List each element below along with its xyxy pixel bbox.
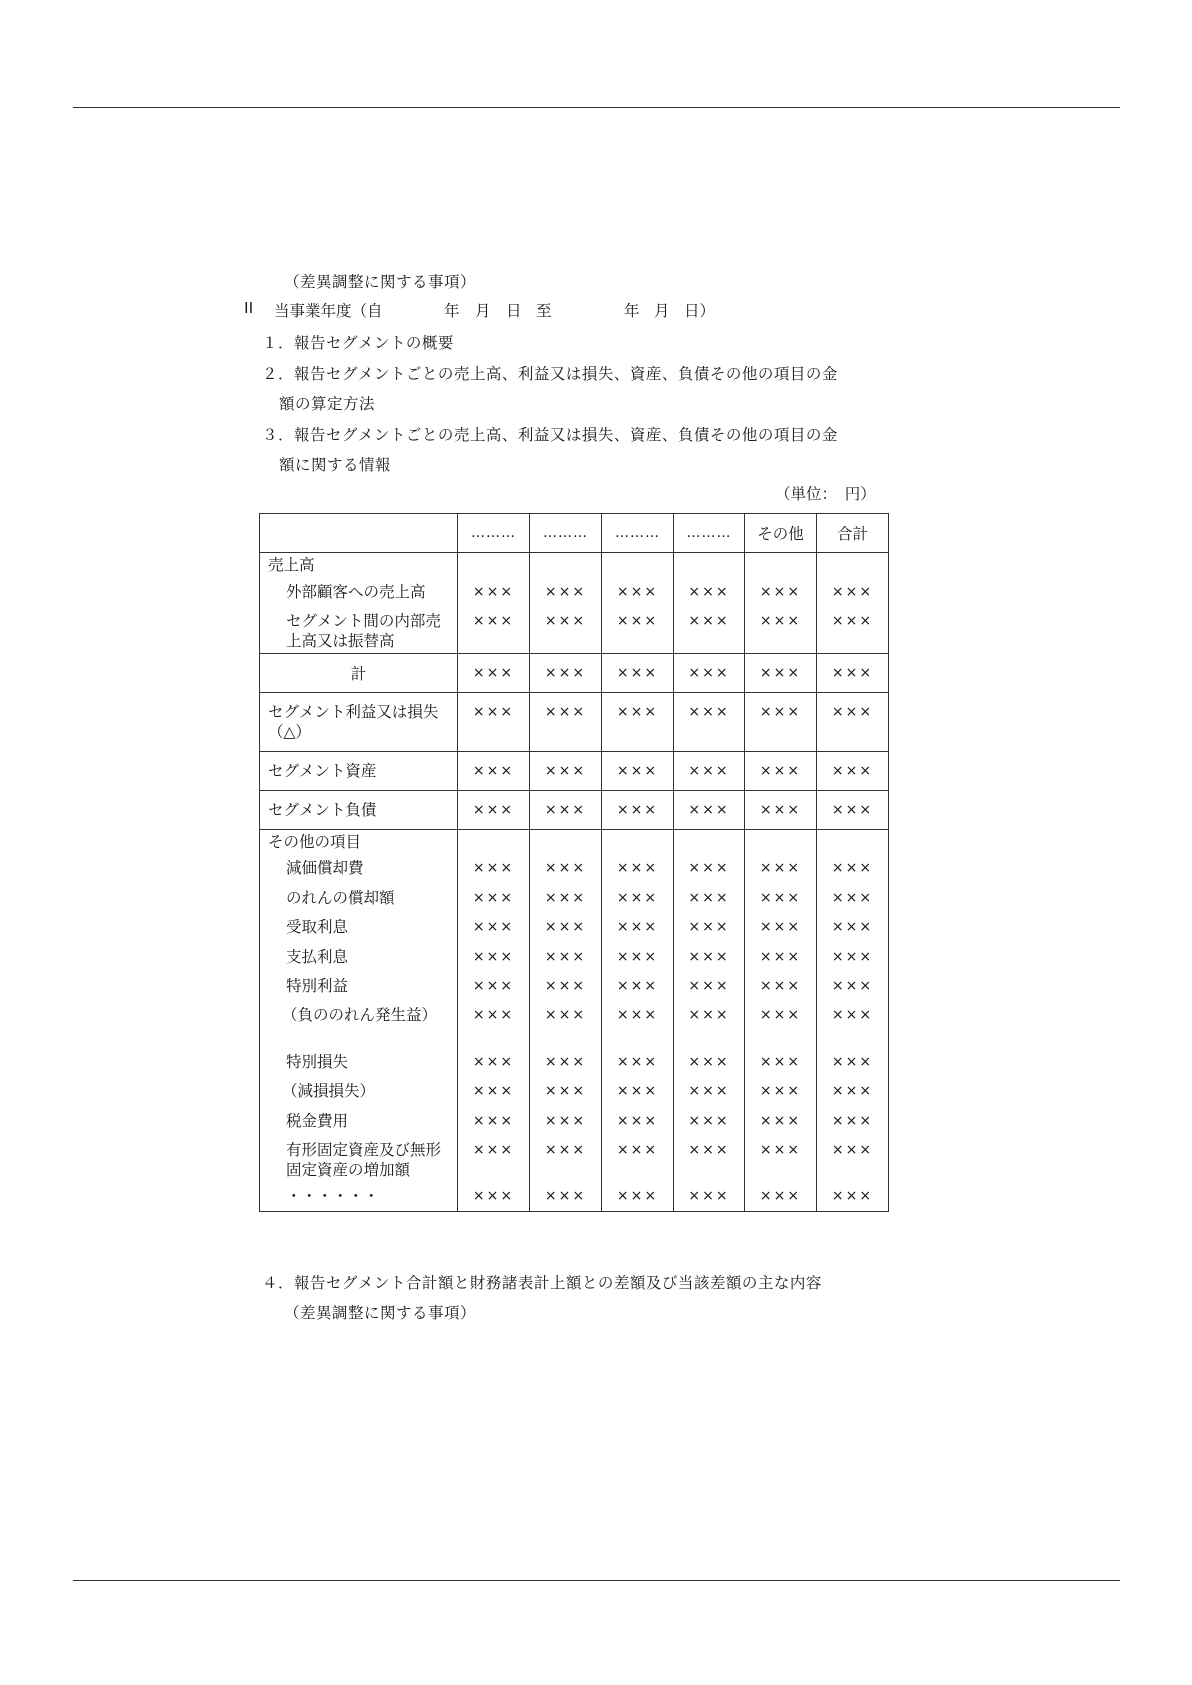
other-item-label: （減損損失） [282, 1082, 376, 1101]
other-value: ××× [759, 919, 802, 936]
liabilities-value: ××× [674, 790, 745, 829]
sales-col-total [817, 553, 889, 654]
other-value: ××× [616, 1053, 659, 1070]
sales-internal-value: ××× [616, 612, 659, 629]
sales-external-value: ××× [831, 583, 874, 600]
other-value: ××× [616, 1083, 659, 1100]
from-month: 月 [475, 302, 491, 320]
liabilities-label: セグメント負債 [268, 800, 377, 819]
item-3: ３．報告セグメントごとの売上高、利益又は損失、資産、負債その他の項目の金 [262, 426, 838, 444]
other-value: ××× [688, 860, 730, 877]
other-value: ××× [831, 1188, 874, 1205]
other-value: ××× [544, 1083, 587, 1100]
table-row-sales [260, 553, 889, 654]
to-day: 日） [684, 302, 716, 320]
other-value: ××× [688, 1053, 730, 1070]
item-2: ２．報告セグメントごとの売上高、利益又は損失、資産、負債その他の項目の金 [262, 365, 838, 383]
col-header-total: 合計 [817, 514, 889, 553]
col-header-segment-2: ……… [530, 514, 602, 553]
sales-external-value: ××× [616, 583, 659, 600]
other-item-label: のれんの償却額 [286, 888, 395, 907]
sales-internal-value: ××× [544, 612, 587, 629]
other-value: ××× [544, 919, 587, 936]
col-header-segment-4: ……… [674, 514, 745, 553]
other-value: ××× [759, 1112, 802, 1129]
section-title: 当事業年度（自 [274, 302, 383, 320]
other-value: ××× [688, 978, 730, 995]
other-item-label: 支払利息 [286, 947, 349, 966]
other-col-2 [530, 829, 602, 1212]
liabilities-value: ××× [602, 790, 674, 829]
other-value: ××× [472, 978, 515, 995]
other-value: ××× [688, 948, 730, 965]
liabilities-value: ××× [530, 790, 602, 829]
to-month: 月 [654, 302, 670, 320]
other-value: ××× [831, 1053, 874, 1070]
other-value: ××× [688, 1112, 730, 1129]
other-value: ××× [616, 948, 659, 965]
other-value: ××× [616, 1112, 659, 1129]
table-row-profit [260, 692, 889, 751]
liabilities-value: ××× [817, 790, 889, 829]
assets-value: ××× [674, 751, 745, 790]
other-value: ××× [831, 1112, 874, 1129]
other-value: ××× [544, 860, 587, 877]
item-3-cont: 額に関する情報 [279, 456, 392, 474]
liabilities-value: ××× [745, 790, 817, 829]
other-item-label: 受取利息 [286, 918, 349, 937]
col-header-segment-1: ……… [458, 514, 530, 553]
section-numeral: II [244, 299, 254, 317]
other-value: ××× [544, 948, 587, 965]
other-value: ××× [544, 1141, 587, 1158]
other-value: ××× [472, 1007, 515, 1023]
other-value: ××× [472, 889, 515, 906]
other-value: ××× [544, 1188, 587, 1205]
other-item-label: 減価償却費 [286, 859, 364, 878]
other-col-4 [674, 829, 745, 1212]
other-value: ××× [688, 1083, 730, 1100]
other-item-label: 有形固定資産及び無形固定資産の増加額 [286, 1140, 442, 1179]
other-value: ××× [472, 1083, 515, 1100]
total-value: ××× [745, 653, 817, 692]
sales-col-2 [530, 553, 602, 654]
assets-value: ××× [602, 751, 674, 790]
assets-value: ××× [745, 751, 817, 790]
sales-col-1 [458, 553, 530, 654]
table-row-assets [260, 751, 889, 790]
other-item-label: 特別利益 [286, 977, 349, 996]
from-year: 年 [444, 302, 460, 320]
sales-internal-label: セグメント間の内部売上高又は振替高 [286, 611, 441, 650]
other-value: ××× [759, 948, 802, 965]
bottom-rule [73, 1580, 1120, 1581]
other-col-total [817, 829, 889, 1212]
other-value: ××× [472, 948, 515, 965]
sales-external-value: ××× [472, 583, 515, 600]
other-value: ××× [831, 978, 874, 995]
liabilities-label-cell [260, 790, 458, 829]
col-header-other: その他 [745, 514, 817, 553]
profit-label: セグメント利益又は損失（△） [268, 702, 439, 741]
assets-label-cell [260, 751, 458, 790]
assets-value: ××× [817, 751, 889, 790]
sales-external-value: ××× [759, 583, 802, 600]
other-value: ××× [544, 1112, 587, 1129]
to-year: 年 [624, 302, 640, 320]
item-4: ４．報告セグメント合計額と財務諸表計上額との差額及び当該差額の主な内容 [262, 1274, 822, 1292]
other-title: その他の項目 [268, 832, 362, 851]
other-value: ××× [472, 860, 515, 877]
other-value: ××× [831, 1007, 874, 1023]
other-value: ××× [759, 978, 802, 995]
total-value: ××× [530, 653, 602, 692]
sales-title: 売上高 [268, 556, 315, 574]
other-value: ××× [472, 1141, 515, 1158]
other-value: ××× [472, 1053, 515, 1070]
other-value: ××× [688, 919, 730, 936]
other-value: ××× [688, 1007, 730, 1023]
item-2-cont: 額の算定方法 [279, 395, 376, 413]
table-row-total [260, 653, 889, 692]
other-value: ××× [544, 1053, 587, 1070]
assets-value: ××× [458, 751, 530, 790]
other-item-label: ・・・・・・ [286, 1187, 380, 1206]
total-value: ××× [602, 653, 674, 692]
sales-external-value: ××× [688, 583, 730, 600]
other-col-1 [458, 829, 530, 1212]
other-col-3 [602, 829, 674, 1212]
table-row-liabilities [260, 790, 889, 829]
profit-value: ××× [674, 692, 745, 751]
other-value: ××× [831, 860, 874, 877]
sales-col-other [745, 553, 817, 654]
reconciliation-note-top: （差異調整に関する事項） [284, 273, 477, 291]
profit-label-cell [260, 692, 458, 751]
other-value: ××× [759, 1083, 802, 1100]
total-value: ××× [817, 653, 889, 692]
other-value: ××× [544, 1007, 587, 1023]
from-day: 日 [506, 302, 522, 320]
other-value: ××× [616, 919, 659, 936]
other-label-cell [260, 829, 458, 1212]
header-blank [260, 514, 458, 553]
sales-col-4 [674, 553, 745, 654]
other-value: ××× [616, 1141, 659, 1158]
sales-internal-value: ××× [759, 612, 802, 629]
other-item-label: 特別損失 [286, 1052, 349, 1071]
other-value: ××× [544, 889, 587, 906]
other-col-other [745, 829, 817, 1212]
other-item-label: 税金費用 [286, 1111, 349, 1130]
sales-internal-value: ××× [831, 612, 874, 629]
liabilities-value: ××× [458, 790, 530, 829]
other-value: ××× [831, 948, 874, 965]
profit-value: ××× [530, 692, 602, 751]
top-rule [73, 107, 1120, 108]
other-value: ××× [544, 978, 587, 995]
profit-value: ××× [745, 692, 817, 751]
segment-table [259, 513, 889, 1212]
sales-external-label: 外部顧客への売上高 [286, 582, 426, 601]
to-label: 至 [536, 302, 552, 320]
other-value: ××× [831, 889, 874, 906]
col-header-segment-3: ……… [602, 514, 674, 553]
table-header-row [260, 514, 889, 553]
other-value: ××× [472, 1188, 515, 1205]
other-value: ××× [688, 1188, 730, 1205]
profit-value: ××× [817, 692, 889, 751]
other-value: ××× [616, 860, 659, 877]
other-value: ××× [759, 860, 802, 877]
other-value: ××× [831, 919, 874, 936]
sales-external-value: ××× [544, 583, 587, 600]
other-value: ××× [688, 889, 730, 906]
other-value: ××× [759, 1188, 802, 1205]
other-item-label: （負ののれん発生益） [282, 1006, 438, 1024]
other-value: ××× [759, 1053, 802, 1070]
other-value: ××× [472, 919, 515, 936]
other-value: ××× [688, 1141, 730, 1158]
total-value: ××× [458, 653, 530, 692]
reconciliation-note-bottom: （差異調整に関する事項） [284, 1304, 477, 1322]
item-1: １．報告セグメントの概要 [262, 334, 454, 352]
total-label: 計 [260, 653, 458, 692]
other-value: ××× [616, 889, 659, 906]
other-value: ××× [759, 1007, 802, 1023]
sales-col-3 [602, 553, 674, 654]
assets-value: ××× [530, 751, 602, 790]
other-value: ××× [616, 978, 659, 995]
other-value: ××× [472, 1112, 515, 1129]
table-row-other-items [260, 829, 889, 1212]
profit-value: ××× [602, 692, 674, 751]
sales-label-cell [260, 553, 458, 654]
unit-label: （単位： 円） [775, 485, 876, 503]
other-value: ××× [831, 1083, 874, 1100]
sales-internal-value: ××× [472, 612, 515, 629]
total-value: ××× [674, 653, 745, 692]
other-value: ××× [759, 889, 802, 906]
other-value: ××× [616, 1188, 659, 1205]
assets-label: セグメント資産 [268, 761, 377, 780]
other-value: ××× [831, 1141, 874, 1158]
profit-value: ××× [458, 692, 530, 751]
other-value: ××× [616, 1007, 659, 1023]
other-value: ××× [759, 1141, 802, 1158]
sales-internal-value: ××× [688, 612, 730, 629]
